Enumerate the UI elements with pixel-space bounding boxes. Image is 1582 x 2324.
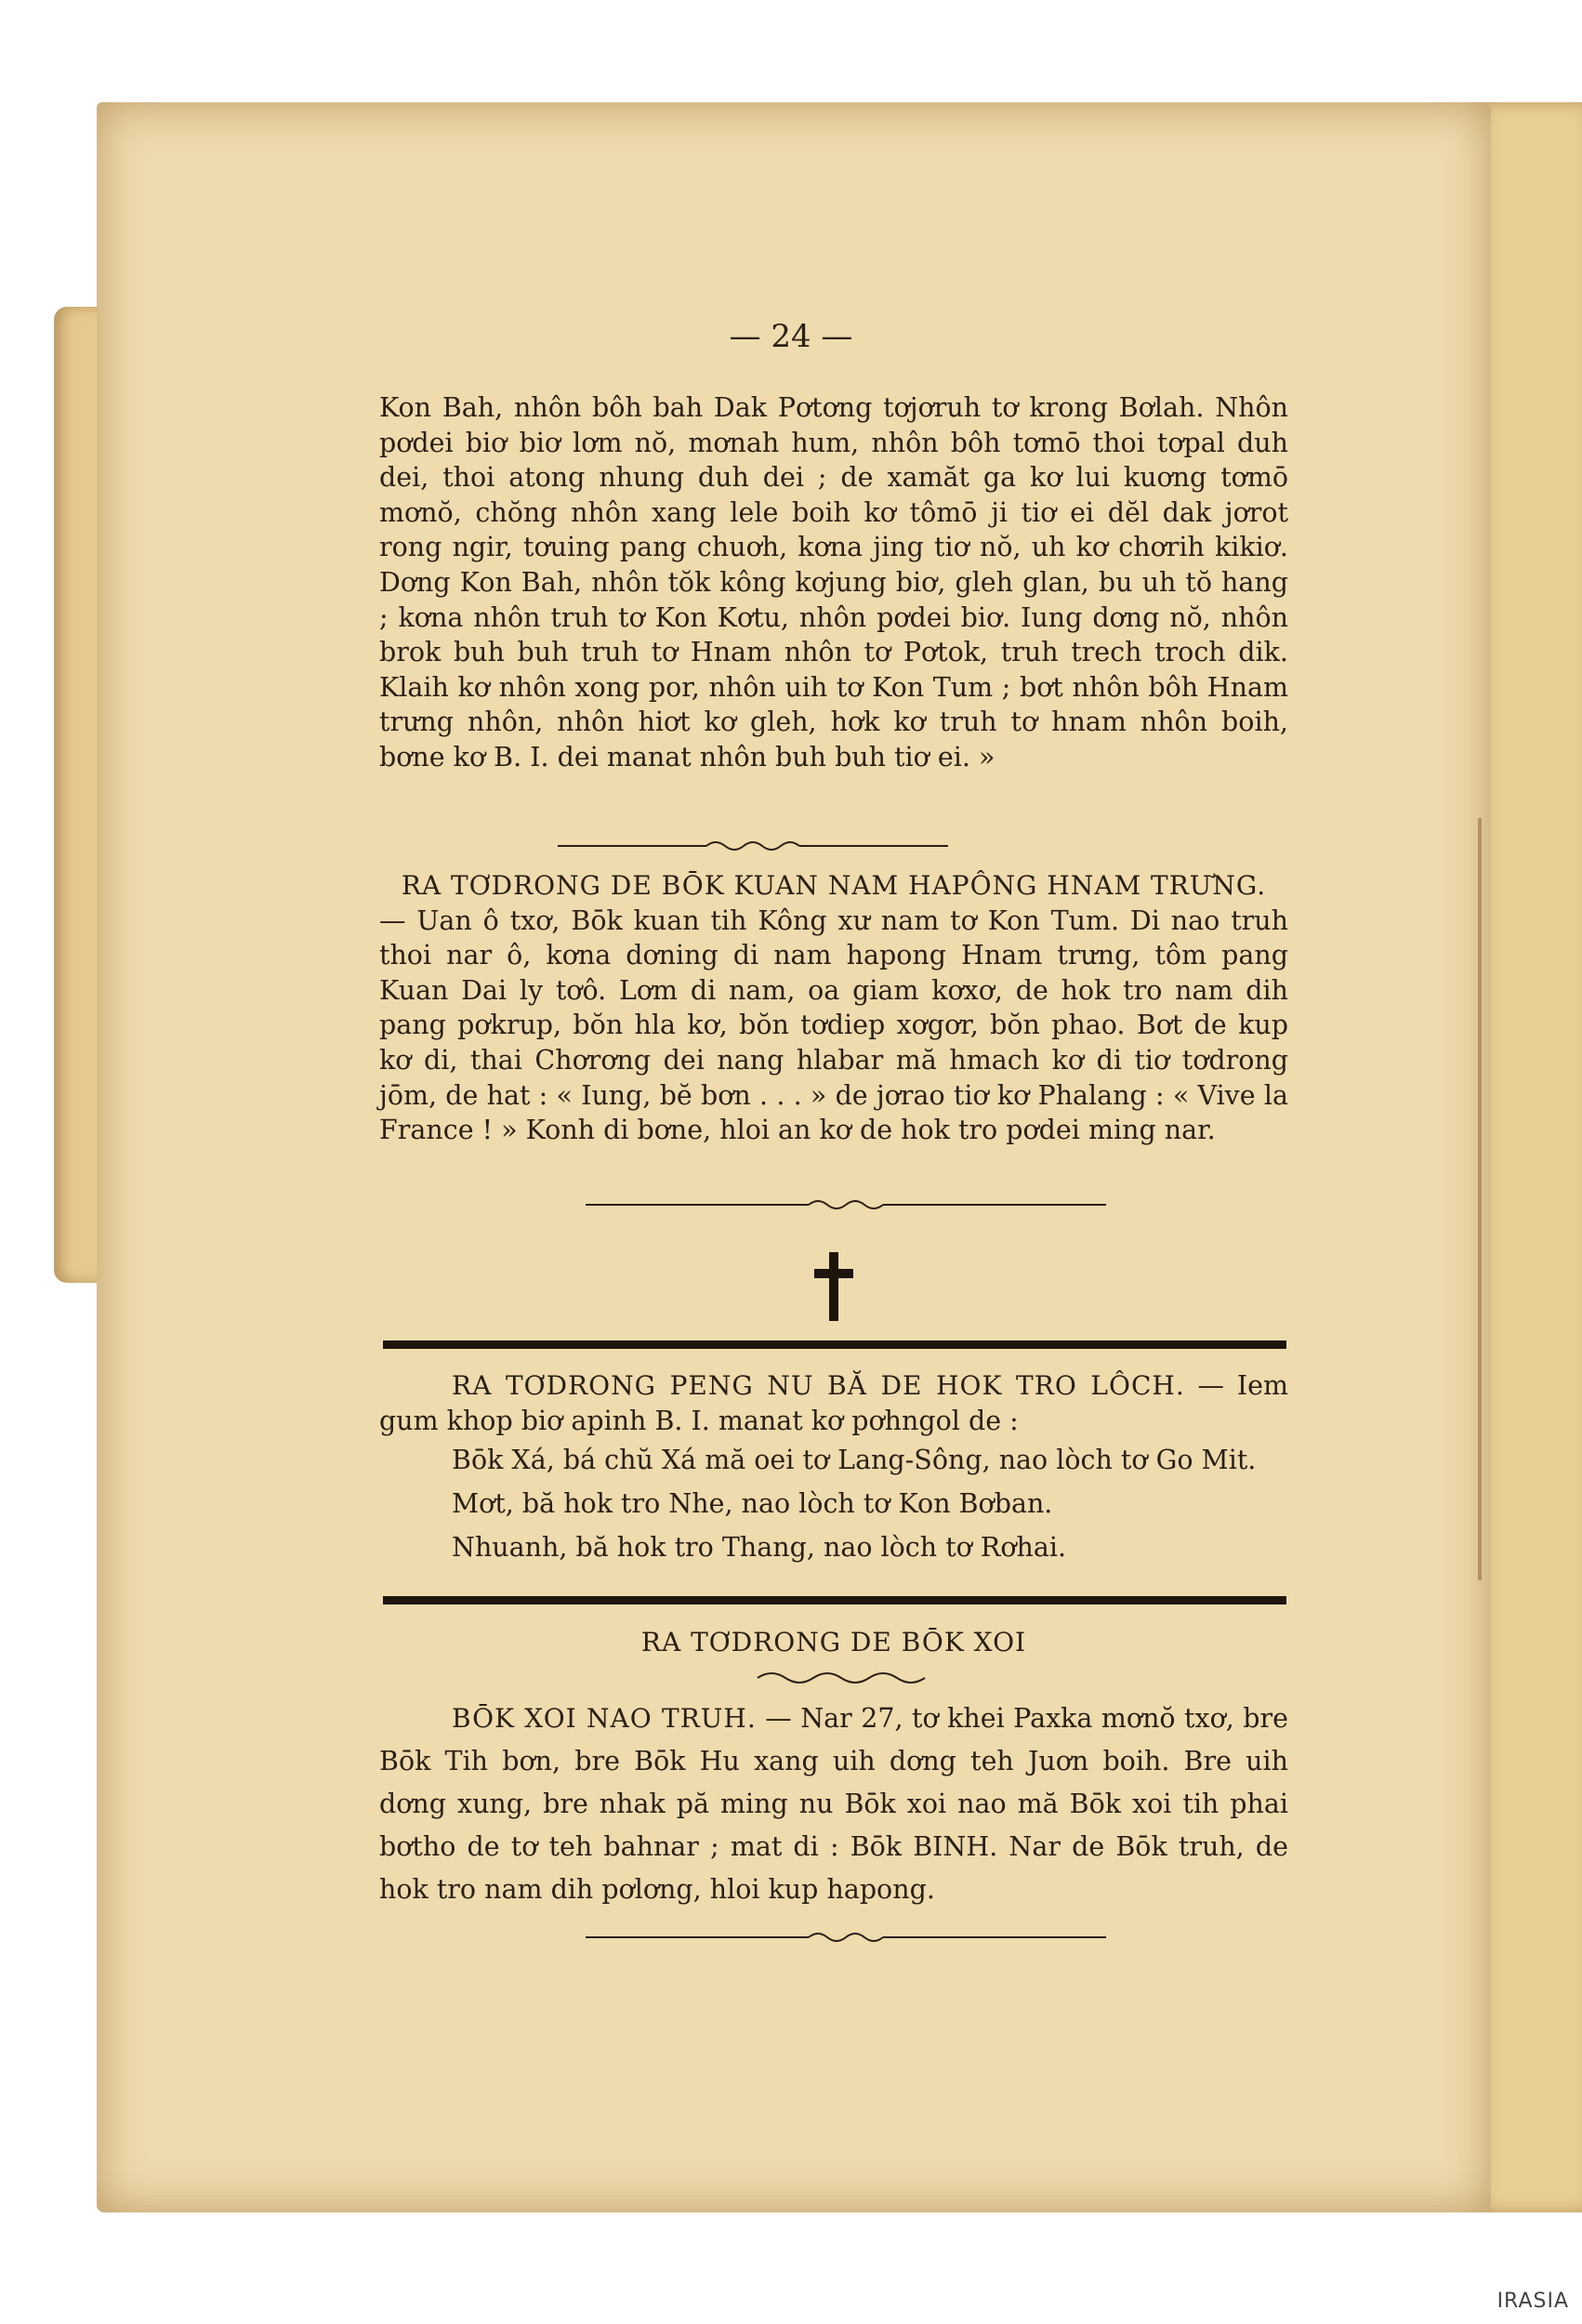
ornament-divider-1 — [558, 835, 948, 857]
section-3 — [379, 1368, 1288, 1569]
section-2-paragraph: — Uan ô txơ, Bōk kuan tih Kông xư nam tơ Kon Tum. Di nao truh thoi nar ô, kơna dơning di nam hapong Hnam trưng, tôm pang Kuan Dai ly tơô. Lơm di nam, oa giam kơxơ, de hok tro nam dih pang pơkrup, bŏn hla kơ, bŏn tơdiep xơgơr, bŏn phao. Bơt de kup kơ di, thai Chơrơng dei nang hlabar mă hmach kơ di tiơ tơdrong jōm, de hat : « Iung, bĕ bơn . . . » de jơrao tiơ kơ Phalang : « Vive la France ! » Konh di bơne, hloi an kơ de hok tro pơdei ming nar. — [379, 905, 1288, 1146]
heavy-rule-bottom — [383, 1596, 1286, 1604]
section-4-paragraph: — Nar 27, tơ khei Paxka mơnŏ txơ, bre Bōk Tih bơn, bre Bōk Hu xang uih dơng teh Juơn boih. Bre uih dơng xung, bre nhak pă ming nu Bōk xoi nao mă Bōk xoi tih phai bơtho de tơ teh bahnar ; mat di : Bōk BINH. Nar de Bōk truh, de hok tro nam dih pơlơng, hloi kup hapong. — [379, 1703, 1289, 1905]
section-3-paragraph: — Iem gum khop biơ apinh B. I. manat kơ pơhngol de : — [379, 1370, 1288, 1436]
section-2-heading: RA TƠDRONG DE BŌK KUAN NAM HAPÔNG HNAM TRƯNG. — [401, 870, 1267, 901]
section-1 — [379, 390, 1288, 775]
section-3-line-3: Nhuanh, bă hok tro Thang, nao lòch tơ Rơhai. — [452, 1532, 1066, 1564]
ornament-divider-4 — [586, 1927, 1106, 1948]
section-2 — [379, 868, 1288, 1148]
page-number: — 24 — — [729, 318, 853, 355]
section-3-heading: RA TƠDRONG PENG NU BĂ DE HOK TRO LÔCH. — [452, 1370, 1185, 1401]
section-3-line-2: Mơt, bă hok tro Nhe, nao lòch tơ Kon Bơban. — [452, 1488, 1053, 1520]
section-4-body — [379, 1697, 1288, 1911]
section-4-subheading: BŌK XOI NAO TRUH. — [452, 1703, 757, 1734]
section-4-title: RA TƠDRONG DE BŌK XOI — [640, 1627, 1027, 1657]
heavy-rule-top — [383, 1340, 1286, 1349]
cross-icon — [806, 1250, 862, 1325]
section-1-paragraph: Kon Bah, nhôn bôh bah Dak Pơtơng tơjơruh tơ krong Bơlah. Nhôn pơdei biơ biơ lơm nŏ, mơnah hum, nhôn bôh tơmō thoi tơpal duh dei, thoi atong nhung duh dei ; de xamăt ga kơ lui kuơng tơmō mơnŏ, chŏng nhôn xang lele boih kơ tômō ji tiơ ei dĕl dak jơrot rong ngir, tơuing pang chuơh, kơna jing tiơ nŏ, uh kơ chơrih kikiơ. Dơng Kon Bah, nhôn tŏk kông kơjung biơ, gleh glan, bu uh tŏ hang ; kơna nhôn truh tơ Kon Kơtu, nhôn pơdei biơ. Iung dơng nŏ, nhôn brok buh buh truh tơ Hnam nhôn tơ Pơtok, truh trech troch dik. Klaih kơ nhôn xong por, nhôn uih tơ Kon Tum ; bơt nhôn bôh Hnam trưng nhôn, nhôn hiơt kơ gleh, hơk kơ truh tơ hnam nhôn boih, bơne kơ B. I. dei manat nhôn buh buh tiơ ei. » — [379, 392, 1288, 772]
ornament-divider-2 — [586, 1195, 1106, 1215]
watermark: IRASIA — [1496, 2290, 1569, 2313]
ornament-divider-3 — [753, 1668, 929, 1688]
page-fold — [1478, 818, 1482, 1580]
section-4 — [379, 1625, 1288, 1660]
section-3-line-1: Bōk Xá, bá chŭ Xá mă oei tơ Lang-Sông, nao lòch tơ Go Mit. — [452, 1445, 1257, 1476]
